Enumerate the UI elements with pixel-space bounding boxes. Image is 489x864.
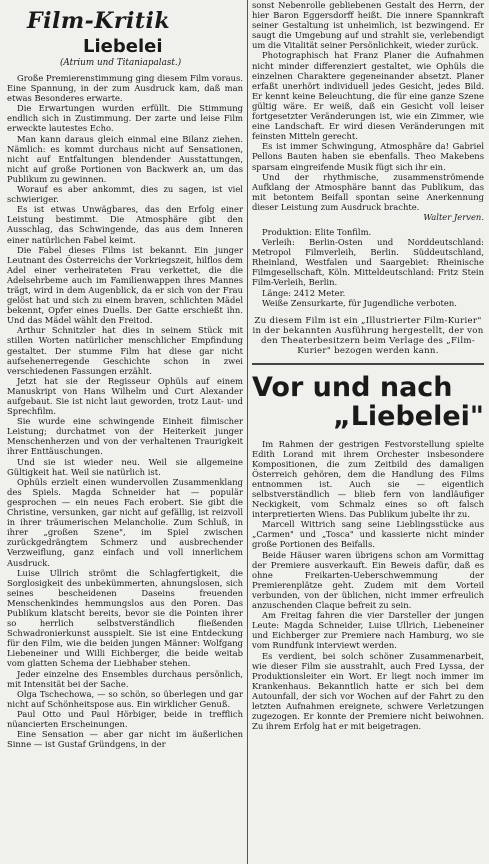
review-paragraph: Ophüls erzielt einen wundervollen Zusammenklang des Spiels. Magda Schneider hat — populär gesprochen — ein neues Fach erobert. Sie gibt die Christine, versunken, gar nicht auf gefällig, ist reizvoll in ihrer träumerischen Melancholie. Zum Schluß, in ihrer „großen Szene", im Spiel zwischen zurückgedrängtem Schmerz und ausbrechender Verzweiflung, ganz einfach und voll innerlichem Ausdruck. [7, 476, 243, 568]
illustrierter-film-kurier-notice: Zu diesem Film ist ein „Illustrierter Film-Kurier" in der bekannten Ausführung hergestellt, der von den Theaterbesitzern beim Verlage des „Film-Kurier" bezogen werden kann. [252, 315, 484, 357]
left-column [7, 8, 243, 749]
review-venue: (Atrium und Titaniapalast.) [60, 58, 182, 68]
review-title: Liebelei [83, 36, 163, 57]
credit-line: Weiße Zensurkarte, für Jugendliche verboten. [262, 297, 457, 308]
review-paragraph: sonst Nebenrolle gebliebenen Gestalt des Herrn, der hier Baron Eggersdorff heißt. Die innere Spannkraft seiner Gestaltung ist unheimlich, ist bezwingend. Er saugt die Umgebung auf und strahlt sie, verlebendigt um die Vitalität seiner Persönlichkeit, wieder zurück. [252, 0, 484, 51]
film-credits [252, 227, 484, 308]
headline-line-1: Vor und nach [252, 371, 453, 403]
review-paragraph: Olga Tschechowa, — so schön, so überlegen und gar nicht auf Schönheitspose aus. Ein wirklicher Genuß. [7, 688, 243, 709]
article-paragraph: Im Rahmen der gestrigen Festvorstellung spielte Edith Lorand mit ihrem Orchester insbesondere Kompositionen, die zum Zeitbild des damaligen Österreich gehören, dem die Handlung des Films entnommen ist. Auch sie — eigentlich selbstverständlich — blieb fern von landläufiger Neckigkeit, vom Schmalz eines so oft falsch interpretierten Wiens. Das Publikum jubelte ihr zu. [252, 438, 484, 520]
review-paragraph: Eine Sensation — aber gar nicht im äußerlichen Sinne — ist Gustaf Gründgens, in der [7, 729, 243, 750]
review-paragraph: Jeder einzelne des Ensembles durchaus persönlich, mit Intensität bei der Sache. [7, 668, 243, 689]
review-paragraph: Es ist etwas Unwägbares, das den Erfolg einer Leistung bestimmt. Die Atmosphäre gibt den Ausschlag, das Schwingende, das aus dem Inneren einer natürlichen Fabel keimt. [7, 204, 243, 245]
article-paragraph: Am Freitag fahren die vier Darsteller der jungen Leute: Magda Schneider, Luise Ullrich, Liebeneiner und Eichberger zur Premiere nach Hamburg, wo sie vom Rundfunk interviewt werden. [252, 610, 484, 651]
review-paragraph: Luise Ullrich strömt die Schlagfertigkeit, die Sorglosigkeit des unbekümmerten, ahnungslosen, sich seines bescheidenen Daseins freuenden Menschenkindes hemmungslos aus den Poren. Das Publikum klatscht bereits, bevor sie die Pointen ihrer so herrlich selbstverständlich fließenden Schwadronierkunst ausspielt. Sie ist eine Entdeckung für den Film, wie die beiden jungen Männer: Wolfgang Liebeneiner und Willi Eichberger, die beide weitab vom glatten Schema der Liebhaber stehen. [7, 567, 243, 669]
review-author: Walter Jerven. [423, 211, 484, 222]
review-paragraph: Große Premierenstimmung ging diesem Film voraus. Eine Spannung, in der zum Ausdruck kam, daß man etwas Besonderes erwarte. [7, 73, 243, 104]
credit-line: Verleih: Berlin-Osten und Norddeutschland: Metropol Filmverleih, Berlin. Süddeutschland, Rheinland, Westfalen und Saargebiet: Rheinische Filmgesellschaft, Köln. Mitteldeutschland: Fritz Stein Film-Verleih, Berlin. [252, 237, 484, 288]
review-paragraph: Photographisch hat Franz Planer die Aufnahmen nicht minder differenziert gestaltet, wie Ophüls die einzelnen Charaktere gegeneinander absetzt. Planer erfaßt unerhört individuell jedes Gesicht, jedes Bild. Er kennt keine Beleuchtung, die für eine ganze Szene gültig wäre. Er weiß, daß ein Gesicht voll leiser fortgesetzter Veränderungen ist, wie ein Zimmer, wie eine Landschaft. Er wird diesen Veränderungen mit feinsten Mitteln gerecht. [252, 50, 484, 142]
review-paragraph: Und sie ist wieder neu. Weil sie allgemeine Gültigkeit hat. Weil sie natürlich ist. [7, 456, 243, 477]
article-paragraph: Marcell Wittrich sang seine Lieblingsstücke aus „Carmen" und „Tosca" und kassierte nicht minder große Portionen des Beifalls. [252, 519, 484, 550]
review-paragraph: Jetzt hat sie der Regisseur Ophüls auf einem Manuskript von Hans Wilhelm und Curt Alexander aufgebaut. Sie ist nicht laut geworden, trotz Laut- und Sprechfilm. [7, 375, 243, 417]
review-paragraph: Es ist immer Schwingung, Atmosphäre da! Gabriel Pellons Bauten haben sie ebenfalls. Theo Makebens sparsam eingreifende Musik fügt sich ihr ein. [252, 141, 484, 172]
review-paragraph: Worauf es aber ankommt, dies zu sagen, ist viel schwieriger. [7, 184, 243, 205]
credit-line: Produktion: Elite Tonfilm. [262, 226, 372, 237]
article-headline [252, 363, 484, 431]
right-column [252, 0, 484, 731]
credit-line: Länge: 2412 Meter. [262, 287, 346, 298]
review-paragraph: Und der rhythmische, zusammenströmende Aufklang der Atmosphäre bannt das Publikum, das mit betontem Beifall spontan seine Anerkennung dieser Leistung zum Ausdruck brachte. [252, 171, 484, 212]
review-paragraph: Sie wurde eine schwingende Einheit filmischer Leistung; durchatmet von der Heiterkeit junger Menschenherzen und von der verhaltenen Traurigkeit ihrer Enttäuschungen. [7, 416, 243, 457]
review-paragraph: Man kann daraus gleich einmal eine Bilanz ziehen. Nämlich: es kommt durchaus nicht auf Sensationen, nicht auf Entfaltungen blendender Ausstattungen, nicht auf große Portionen von Backwerk an, um das Publikum zu gewinnen. [7, 133, 243, 184]
headline-line-2: „Liebelei" [332, 400, 484, 432]
article-paragraph: Beide Häuser waren übrigens schon am Vormittag der Premiere ausverkauft. Ein Beweis dafür, daß es ohne Freikarten-Ueberschwemmung der Premierenplätze geht. Zudem mit dem Vorteil verbunden, von der üblichen, nicht immer erfreulich anzuschenden Claque befreit zu sein. [252, 549, 484, 611]
section-heading: Film-Kritik [27, 8, 171, 34]
column-divider [247, 0, 248, 864]
review-paragraph: Paul Otto und Paul Hörbiger, beide in trefflich nüancierten Erscheinungen. [7, 708, 243, 729]
review-paragraph: Die Erwartungen wurden erfüllt. Die Stimmung endlich sich in Zustimmung. Der zarte und leise Film erweckte lautestes Echo. [7, 103, 243, 134]
review-paragraph: Die Fabel dieses Films ist bekannt. Ein junger Leutnant des Österreichs der Vorkriegszeit, hilflos dem Adel einer verheirateten Frau verkettet, die die Adelsehrbeme auch im Familienwappen ihres Mannes trägt, wird in dem Augenblick, da er sich von der Frau gelöst hat und sich zu einem braven, schlichten Mädel bekennt, Opfer eines Duells. Der Gatte erschießt ihn. Und das Mädel wählt den Freitod. [7, 244, 243, 326]
article-paragraph: Es verdient, bei solch schöner Zusammenarbeit, wie dieser Film sie ausstrahlt, auch Fred Lyssa, der Produktionsleiter ein Wort. Er liegt noch immer im Krankenhaus. Bekanntlich hatte er sich bei dem Autounfall, der sich vor Wochen auf der Fahrt zu den letzten Aufnahmen ereignete, schwere Verletzungen zugezogen. Er konnte der Premiere nicht beiwohnen. Zu ihrem Erfolg hat er mit beigetragen. [252, 650, 484, 732]
review-paragraph: Arthur Schnitzler hat dies in seinem Stück mit stillen Worten natürlicher menschlicher Empfindung gestaltet. Der stumme Film hat diese gar nicht aufsehenerregende Geschichte schon in zwei verschiedenen Fassungen erzählt. [7, 325, 243, 376]
